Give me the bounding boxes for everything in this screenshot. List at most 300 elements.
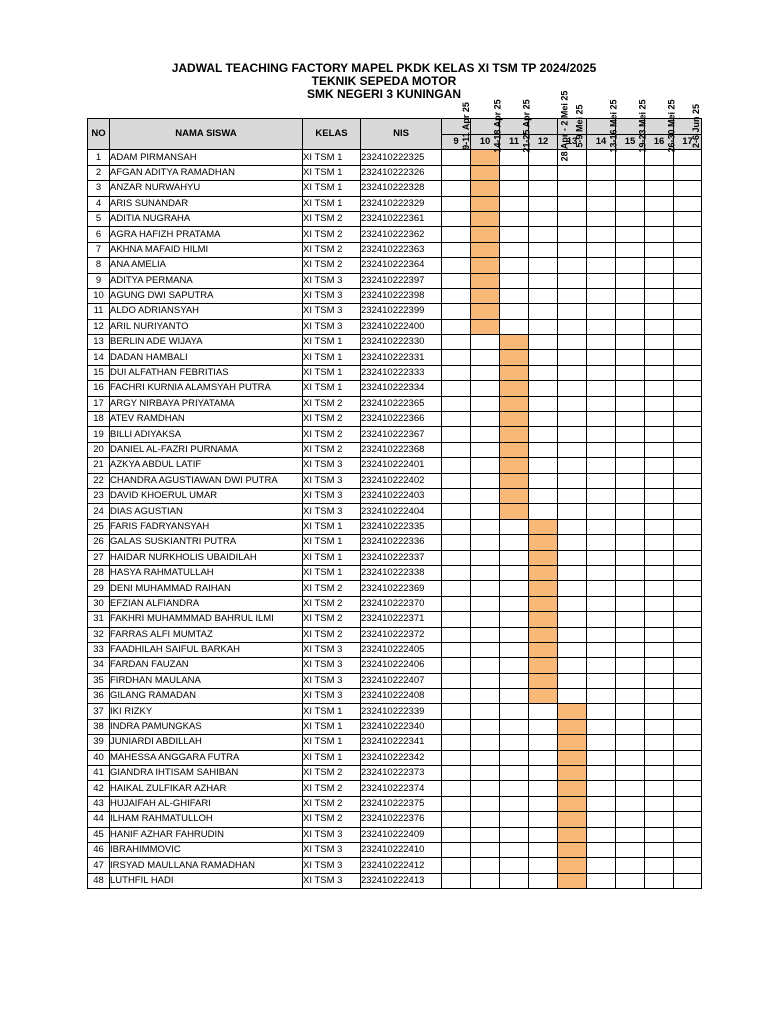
student-nis: 232410222331 — [361, 350, 442, 365]
schedule-cell — [587, 565, 616, 580]
schedule-cell — [645, 766, 674, 781]
schedule-cell — [587, 335, 616, 350]
schedule-cell — [674, 781, 702, 796]
schedule-cell — [587, 304, 616, 319]
schedule-cell — [616, 689, 645, 704]
schedule-cell — [500, 750, 529, 765]
schedule-cell — [674, 458, 702, 473]
table-row — [88, 658, 702, 673]
student-nis: 232410222370 — [361, 596, 442, 611]
schedule-cell — [616, 750, 645, 765]
schedule-cell-filled — [558, 719, 587, 734]
schedule-cell — [558, 412, 587, 427]
student-no: 10 — [88, 288, 110, 303]
table-row — [88, 719, 702, 734]
schedule-cell-filled — [500, 365, 529, 380]
student-no: 42 — [88, 781, 110, 796]
schedule-cell — [500, 319, 529, 334]
schedule-cell — [500, 673, 529, 688]
week-number: 17 — [674, 135, 702, 150]
student-kelas: XI TSM 1 — [303, 181, 361, 196]
table-row — [88, 227, 702, 242]
schedule-cell — [500, 519, 529, 534]
student-name: DADAN HAMBALI — [110, 350, 303, 365]
student-no: 39 — [88, 735, 110, 750]
student-no: 31 — [88, 612, 110, 627]
schedule-cell-filled — [558, 858, 587, 873]
schedule-cell — [587, 596, 616, 611]
schedule-cell — [674, 658, 702, 673]
schedule-cell — [587, 673, 616, 688]
table-row — [88, 458, 702, 473]
student-no: 16 — [88, 381, 110, 396]
student-kelas: XI TSM 3 — [303, 689, 361, 704]
student-nis: 232410222398 — [361, 288, 442, 303]
schedule-cell — [500, 719, 529, 734]
schedule-cell — [587, 273, 616, 288]
schedule-cell — [616, 458, 645, 473]
schedule-cell — [616, 519, 645, 534]
student-kelas: XI TSM 3 — [303, 842, 361, 857]
schedule-cell — [645, 319, 674, 334]
schedule-cell-filled — [500, 458, 529, 473]
schedule-cell — [442, 319, 471, 334]
week-number: 16 — [645, 135, 674, 150]
title-line-1: JADWAL TEACHING FACTORY MAPEL PKDK KELAS XI TSM TP 2024/2025 — [171, 61, 597, 75]
student-nis: 232410222333 — [361, 365, 442, 380]
schedule-cell — [616, 642, 645, 657]
student-name: HUJAIFAH AL-GHIFARI — [110, 796, 303, 811]
schedule-cell — [587, 550, 616, 565]
week-date-label: 9-11 Apr 25 — [460, 102, 471, 150]
schedule-cell — [645, 196, 674, 211]
schedule-cell — [674, 827, 702, 842]
student-nis: 232410222335 — [361, 519, 442, 534]
schedule-cell — [616, 273, 645, 288]
schedule-cell — [471, 596, 500, 611]
schedule-cell — [616, 565, 645, 580]
table-row — [88, 704, 702, 719]
schedule-cell — [616, 827, 645, 842]
student-kelas: XI TSM 1 — [303, 335, 361, 350]
schedule-cell — [500, 288, 529, 303]
table-row — [88, 766, 702, 781]
schedule-cell-filled — [529, 565, 558, 580]
student-name: GIANDRA IHTISAM SAHIBAN — [110, 766, 303, 781]
schedule-cell — [442, 689, 471, 704]
student-nis: 232410222400 — [361, 319, 442, 334]
student-name: MAHESSA ANGGARA FUTRA — [110, 750, 303, 765]
student-nis: 232410222364 — [361, 258, 442, 273]
student-name: FARDAN FAUZAN — [110, 658, 303, 673]
table-row — [88, 827, 702, 842]
schedule-cell — [442, 873, 471, 888]
schedule-cell — [587, 196, 616, 211]
schedule-cell — [529, 227, 558, 242]
schedule-cell — [587, 735, 616, 750]
schedule-cell — [500, 766, 529, 781]
schedule-cell-filled — [558, 750, 587, 765]
student-name: AGRA HAFIZH PRATAMA — [110, 227, 303, 242]
schedule-cell — [471, 673, 500, 688]
student-nis: 232410222402 — [361, 473, 442, 488]
schedule-cell-filled — [471, 227, 500, 242]
schedule-cell — [471, 442, 500, 457]
schedule-cell-filled — [529, 658, 558, 673]
schedule-cell — [500, 781, 529, 796]
student-no: 22 — [88, 473, 110, 488]
student-no: 46 — [88, 842, 110, 857]
student-no: 27 — [88, 550, 110, 565]
table-row — [88, 412, 702, 427]
schedule-cell — [674, 165, 702, 180]
schedule-cell — [500, 581, 529, 596]
schedule-cell — [500, 735, 529, 750]
student-no: 6 — [88, 227, 110, 242]
schedule-cell — [500, 796, 529, 811]
week-number: 11 — [500, 135, 529, 150]
schedule-cell — [645, 689, 674, 704]
student-no: 34 — [88, 658, 110, 673]
schedule-cell-filled — [558, 873, 587, 888]
schedule-cell — [500, 842, 529, 857]
schedule-cell-filled — [500, 350, 529, 365]
table-row — [88, 750, 702, 765]
student-rows — [88, 150, 702, 889]
schedule-cell — [645, 858, 674, 873]
student-kelas: XI TSM 2 — [303, 412, 361, 427]
student-name: DENI MUHAMMAD RAIHAN — [110, 581, 303, 596]
schedule-cell — [471, 796, 500, 811]
schedule-cell — [645, 719, 674, 734]
schedule-cell — [558, 288, 587, 303]
schedule-cell — [529, 473, 558, 488]
schedule-cell — [442, 412, 471, 427]
schedule-cell — [442, 596, 471, 611]
student-kelas: XI TSM 2 — [303, 442, 361, 457]
schedule-cell — [587, 842, 616, 857]
schedule-cell — [587, 442, 616, 457]
schedule-cell-filled — [558, 781, 587, 796]
schedule-cell — [616, 673, 645, 688]
student-nis: 232410222375 — [361, 796, 442, 811]
schedule-cell — [674, 335, 702, 350]
schedule-cell — [558, 211, 587, 226]
table-row — [88, 442, 702, 457]
schedule-cell — [529, 273, 558, 288]
schedule-cell — [558, 658, 587, 673]
schedule-cell — [674, 211, 702, 226]
schedule-cell — [500, 642, 529, 657]
schedule-cell-filled — [500, 504, 529, 519]
student-kelas: XI TSM 1 — [303, 196, 361, 211]
schedule-cell — [674, 642, 702, 657]
schedule-cell — [500, 211, 529, 226]
schedule-cell — [674, 565, 702, 580]
schedule-cell — [587, 458, 616, 473]
student-name: FAKHRI MUHAMMMAD BAHRUL ILMI — [110, 612, 303, 627]
student-kelas: XI TSM 3 — [303, 658, 361, 673]
schedule-cell — [587, 350, 616, 365]
schedule-cell — [587, 211, 616, 226]
schedule-cell — [645, 242, 674, 257]
week-date-label: 13-16 Mei 25 — [608, 99, 619, 153]
schedule-cell — [529, 873, 558, 888]
table-row — [88, 258, 702, 273]
table-row — [88, 535, 702, 550]
table-row — [88, 381, 702, 396]
table-row — [88, 427, 702, 442]
schedule-cell — [500, 196, 529, 211]
schedule-cell — [500, 658, 529, 673]
schedule-cell — [442, 458, 471, 473]
schedule-cell — [558, 381, 587, 396]
schedule-cell — [529, 427, 558, 442]
header-nis: NIS — [361, 119, 442, 150]
schedule-cell — [558, 458, 587, 473]
schedule-cell — [616, 873, 645, 888]
student-nis: 232410222369 — [361, 581, 442, 596]
schedule-cell — [645, 812, 674, 827]
schedule-cell — [529, 781, 558, 796]
schedule-cell — [471, 719, 500, 734]
schedule-cell — [645, 504, 674, 519]
student-nis: 232410222338 — [361, 565, 442, 580]
table-row — [88, 304, 702, 319]
schedule-cell — [471, 519, 500, 534]
schedule-cell — [471, 873, 500, 888]
student-nis: 232410222410 — [361, 842, 442, 857]
schedule-cell — [442, 642, 471, 657]
schedule-cell — [616, 704, 645, 719]
schedule-cell-filled — [558, 827, 587, 842]
schedule-cell — [616, 258, 645, 273]
schedule-cell — [587, 427, 616, 442]
schedule-cell — [645, 458, 674, 473]
student-nis: 232410222337 — [361, 550, 442, 565]
schedule-cell — [558, 519, 587, 534]
schedule-cell-filled — [500, 488, 529, 503]
schedule-cell-filled — [471, 196, 500, 211]
student-kelas: XI TSM 1 — [303, 350, 361, 365]
schedule-cell-filled — [529, 689, 558, 704]
schedule-cell — [616, 350, 645, 365]
schedule-cell-filled — [558, 842, 587, 857]
schedule-cell — [674, 381, 702, 396]
schedule-cell — [616, 612, 645, 627]
schedule-cell — [674, 227, 702, 242]
schedule-cell — [674, 288, 702, 303]
table-row — [88, 519, 702, 534]
schedule-cell — [442, 304, 471, 319]
schedule-cell — [645, 396, 674, 411]
schedule-cell-filled — [500, 427, 529, 442]
schedule-cell — [587, 781, 616, 796]
table-row — [88, 211, 702, 226]
student-no: 19 — [88, 427, 110, 442]
schedule-cell — [674, 873, 702, 888]
schedule-cell — [500, 812, 529, 827]
student-no: 47 — [88, 858, 110, 873]
schedule-cell — [645, 488, 674, 503]
student-nis: 232410222328 — [361, 181, 442, 196]
week-date-label: 21-25 Apr 25 — [521, 99, 532, 153]
student-name: ANA AMELIA — [110, 258, 303, 273]
schedule-cell — [616, 735, 645, 750]
schedule-cell — [442, 473, 471, 488]
student-kelas: XI TSM 3 — [303, 304, 361, 319]
schedule-cell — [529, 181, 558, 196]
schedule-cell — [558, 350, 587, 365]
schedule-cell — [558, 642, 587, 657]
table-row — [88, 565, 702, 580]
student-no: 18 — [88, 412, 110, 427]
table-row — [88, 673, 702, 688]
schedule-cell-filled — [529, 581, 558, 596]
student-kelas: XI TSM 1 — [303, 535, 361, 550]
schedule-cell — [529, 704, 558, 719]
schedule-cell — [674, 304, 702, 319]
week-date-label: 14-18 Apr 25 — [492, 99, 503, 153]
schedule-cell-filled — [500, 335, 529, 350]
schedule-cell-filled — [500, 473, 529, 488]
schedule-cell — [674, 550, 702, 565]
schedule-cell — [471, 750, 500, 765]
student-no: 23 — [88, 488, 110, 503]
schedule-cell — [645, 750, 674, 765]
student-name: INDRA PAMUNGKAS — [110, 719, 303, 734]
table-row — [88, 335, 702, 350]
student-name: FACHRI KURNIA ALAMSYAH PUTRA — [110, 381, 303, 396]
student-name: AZKYA ABDUL LATIF — [110, 458, 303, 473]
student-name: ARGY NIRBAYA PRIYATAMA — [110, 396, 303, 411]
schedule-cell — [442, 704, 471, 719]
student-kelas: XI TSM 2 — [303, 781, 361, 796]
schedule-cell — [645, 827, 674, 842]
table-row — [88, 581, 702, 596]
table-row — [88, 812, 702, 827]
table-row — [88, 288, 702, 303]
student-name: GALAS SUSKIANTRI PUTRA — [110, 535, 303, 550]
schedule-cell — [616, 719, 645, 734]
schedule-cell — [471, 488, 500, 503]
schedule-cell-filled — [558, 796, 587, 811]
student-name: DAVID KHOERUL UMAR — [110, 488, 303, 503]
student-kelas: XI TSM 1 — [303, 381, 361, 396]
week-number: 15 — [616, 135, 645, 150]
schedule-cell — [616, 427, 645, 442]
student-no: 45 — [88, 827, 110, 842]
schedule-cell — [558, 196, 587, 211]
schedule-cell-filled — [558, 766, 587, 781]
schedule-cell — [558, 550, 587, 565]
schedule-cell — [442, 242, 471, 257]
schedule-cell — [558, 488, 587, 503]
student-nis: 232410222340 — [361, 719, 442, 734]
student-nis: 232410222406 — [361, 658, 442, 673]
student-nis: 232410222342 — [361, 750, 442, 765]
schedule-cell — [558, 304, 587, 319]
schedule-cell — [471, 781, 500, 796]
schedule-cell — [442, 288, 471, 303]
schedule-cell — [587, 381, 616, 396]
schedule-cell — [558, 396, 587, 411]
schedule-cell — [558, 273, 587, 288]
student-nis: 232410222339 — [361, 704, 442, 719]
schedule-cell — [500, 258, 529, 273]
schedule-cell — [558, 612, 587, 627]
schedule-cell — [529, 304, 558, 319]
schedule-cell-filled — [529, 642, 558, 657]
student-name: DIAS AGUSTIAN — [110, 504, 303, 519]
schedule-cell — [645, 873, 674, 888]
student-nis: 232410222361 — [361, 211, 442, 226]
schedule-cell — [587, 412, 616, 427]
week-number: 14 — [587, 135, 616, 150]
table-row — [88, 504, 702, 519]
schedule-cell — [674, 396, 702, 411]
schedule-cell — [471, 412, 500, 427]
schedule-cell — [500, 304, 529, 319]
schedule-cell — [500, 273, 529, 288]
schedule-cell — [500, 858, 529, 873]
schedule-cell — [616, 412, 645, 427]
schedule-cell — [442, 658, 471, 673]
schedule-cell-filled — [471, 319, 500, 334]
schedule-cell-filled — [558, 812, 587, 827]
schedule-cell-filled — [471, 165, 500, 180]
schedule-cell — [587, 519, 616, 534]
schedule-cell — [558, 627, 587, 642]
schedule-cell — [674, 612, 702, 627]
student-kelas: XI TSM 3 — [303, 288, 361, 303]
schedule-cell — [587, 858, 616, 873]
schedule-cell — [587, 766, 616, 781]
schedule-cell — [558, 689, 587, 704]
student-name: IKI RIZKY — [110, 704, 303, 719]
student-no: 28 — [88, 565, 110, 580]
student-nis: 232410222365 — [361, 396, 442, 411]
table-row — [88, 181, 702, 196]
schedule-cell — [616, 658, 645, 673]
schedule-cell — [587, 612, 616, 627]
table-row — [88, 612, 702, 627]
student-kelas: XI TSM 1 — [303, 750, 361, 765]
table-row — [88, 873, 702, 888]
schedule-cell — [587, 319, 616, 334]
schedule-cell — [616, 319, 645, 334]
student-no: 40 — [88, 750, 110, 765]
student-nis: 232410222325 — [361, 150, 442, 165]
table-row — [88, 796, 702, 811]
schedule-cell — [558, 504, 587, 519]
schedule-cell — [674, 766, 702, 781]
student-kelas: XI TSM 2 — [303, 612, 361, 627]
student-nis: 232410222362 — [361, 227, 442, 242]
schedule-cell — [471, 658, 500, 673]
schedule-cell — [645, 427, 674, 442]
schedule-cell — [529, 812, 558, 827]
schedule-cell — [674, 596, 702, 611]
student-kelas: XI TSM 3 — [303, 642, 361, 657]
schedule-cell — [616, 211, 645, 226]
schedule-cell — [500, 242, 529, 257]
schedule-cell — [616, 842, 645, 857]
schedule-cell — [587, 658, 616, 673]
schedule-cell — [558, 581, 587, 596]
student-nis: 232410222372 — [361, 627, 442, 642]
schedule-cell — [587, 581, 616, 596]
